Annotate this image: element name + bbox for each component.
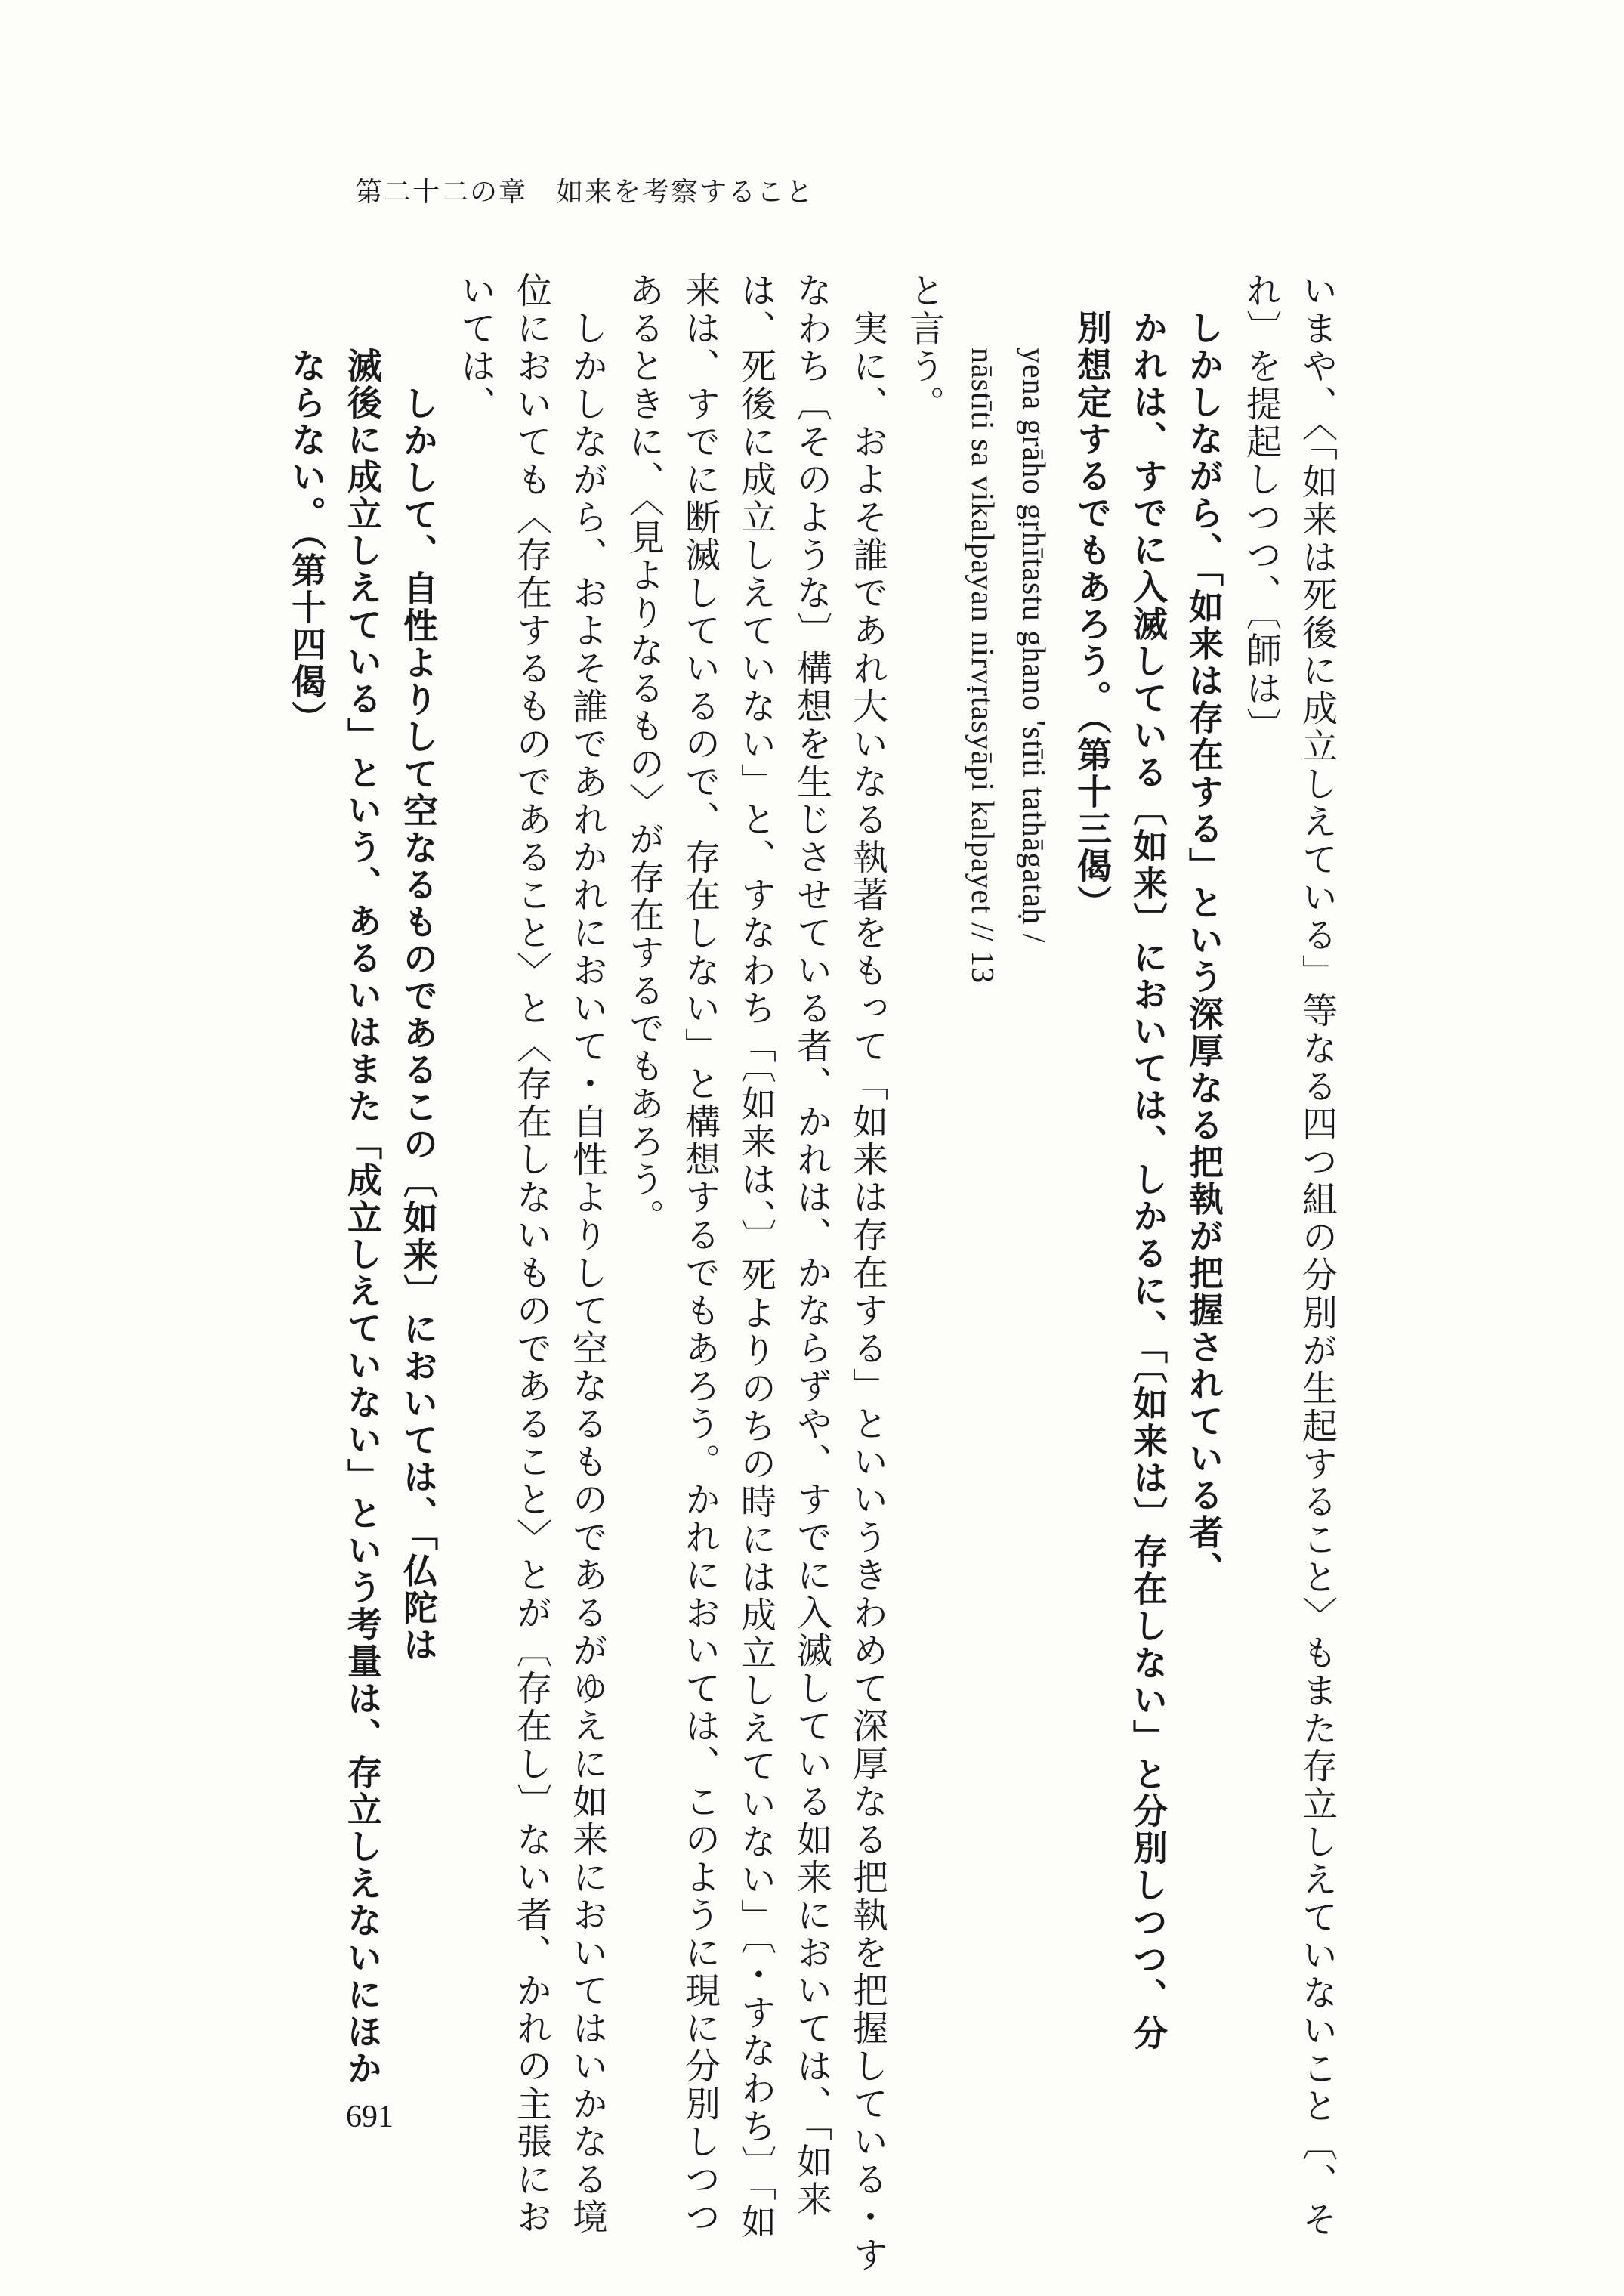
text-column: しかして、自性よりして空なるものであるこの〔如来〕においては、「仏陀は [398,385,439,1664]
text-column: 別想定するでもあろう。（第十三偈） [1072,310,1113,922]
text-column: ならない。（第十四偈） [286,348,327,737]
verse-line: nāstīti sa vikalpayan nirvṛtasyāpi kalpayet // 13 [965,348,999,984]
text-column: かれは、すでに入滅している〔如来〕においては、しかるに、「〔如来は〕存在しない」と分別しつつ、分 [1128,310,1169,2052]
text-column: 滅後に成立しえている」という、あるいはまた「成立しえていない」という考量は、存立しえないにほか [342,348,383,2087]
text-column: れ〕を提起しつつ、〔師は〕 [1240,272,1282,746]
text-column: しかしながら、「如来は存在する」という深厚なる把執が把握されている者、 [1184,310,1224,1588]
text-column: 来は、すでに断滅しているので、存在しない」と構想するでもあろう。かれにおいては、このように現に分別しつつ [679,272,721,2236]
text-column: しかしながら、およそ誰であれかれにおいて・自性よりして空なるものであるがゆえに如来においてはいかなる境 [567,310,608,2236]
text-column: 位においても〈存在するものであること〉と〈存在しないものであること〉とが〔存在し〕ない者、かれの主張にお [511,272,552,2236]
text-column: あるときに、〈見よりなるもの〉が存在するでもあろう。 [623,272,665,1237]
verse-line: yena grāho gṛhītastu ghano 'stīti tathāgataḥ / [1016,348,1051,944]
text-column: は、死後に成立しえていない」と、すなわち「〔如来は、〕死よりのちの時には成立しえていない」〔・すなわち〕「如 [735,272,776,2241]
text-column: と言う。 [903,272,945,423]
text-column: いまや、〈「如来は死後に成立しえている」等なる四つ組の分別が生起すること〉もまた存立しえていないこと〔、そ [1296,272,1338,2239]
text-column: なわち〔そのような〕構想を生じさせている者、かれは、かならずや、すでに入滅している如来においては、「如来 [791,272,832,2219]
page-number: 691 [346,2100,394,2134]
running-header: 第二十二の章 如来を考察すること [355,177,815,208]
text-column: いては、 [455,272,496,423]
text-column: 実に、およそ誰であれ大いなる執著をもって「如来は存在する」といいうきわめて深厚なる把執を把握している・す [847,310,888,2274]
